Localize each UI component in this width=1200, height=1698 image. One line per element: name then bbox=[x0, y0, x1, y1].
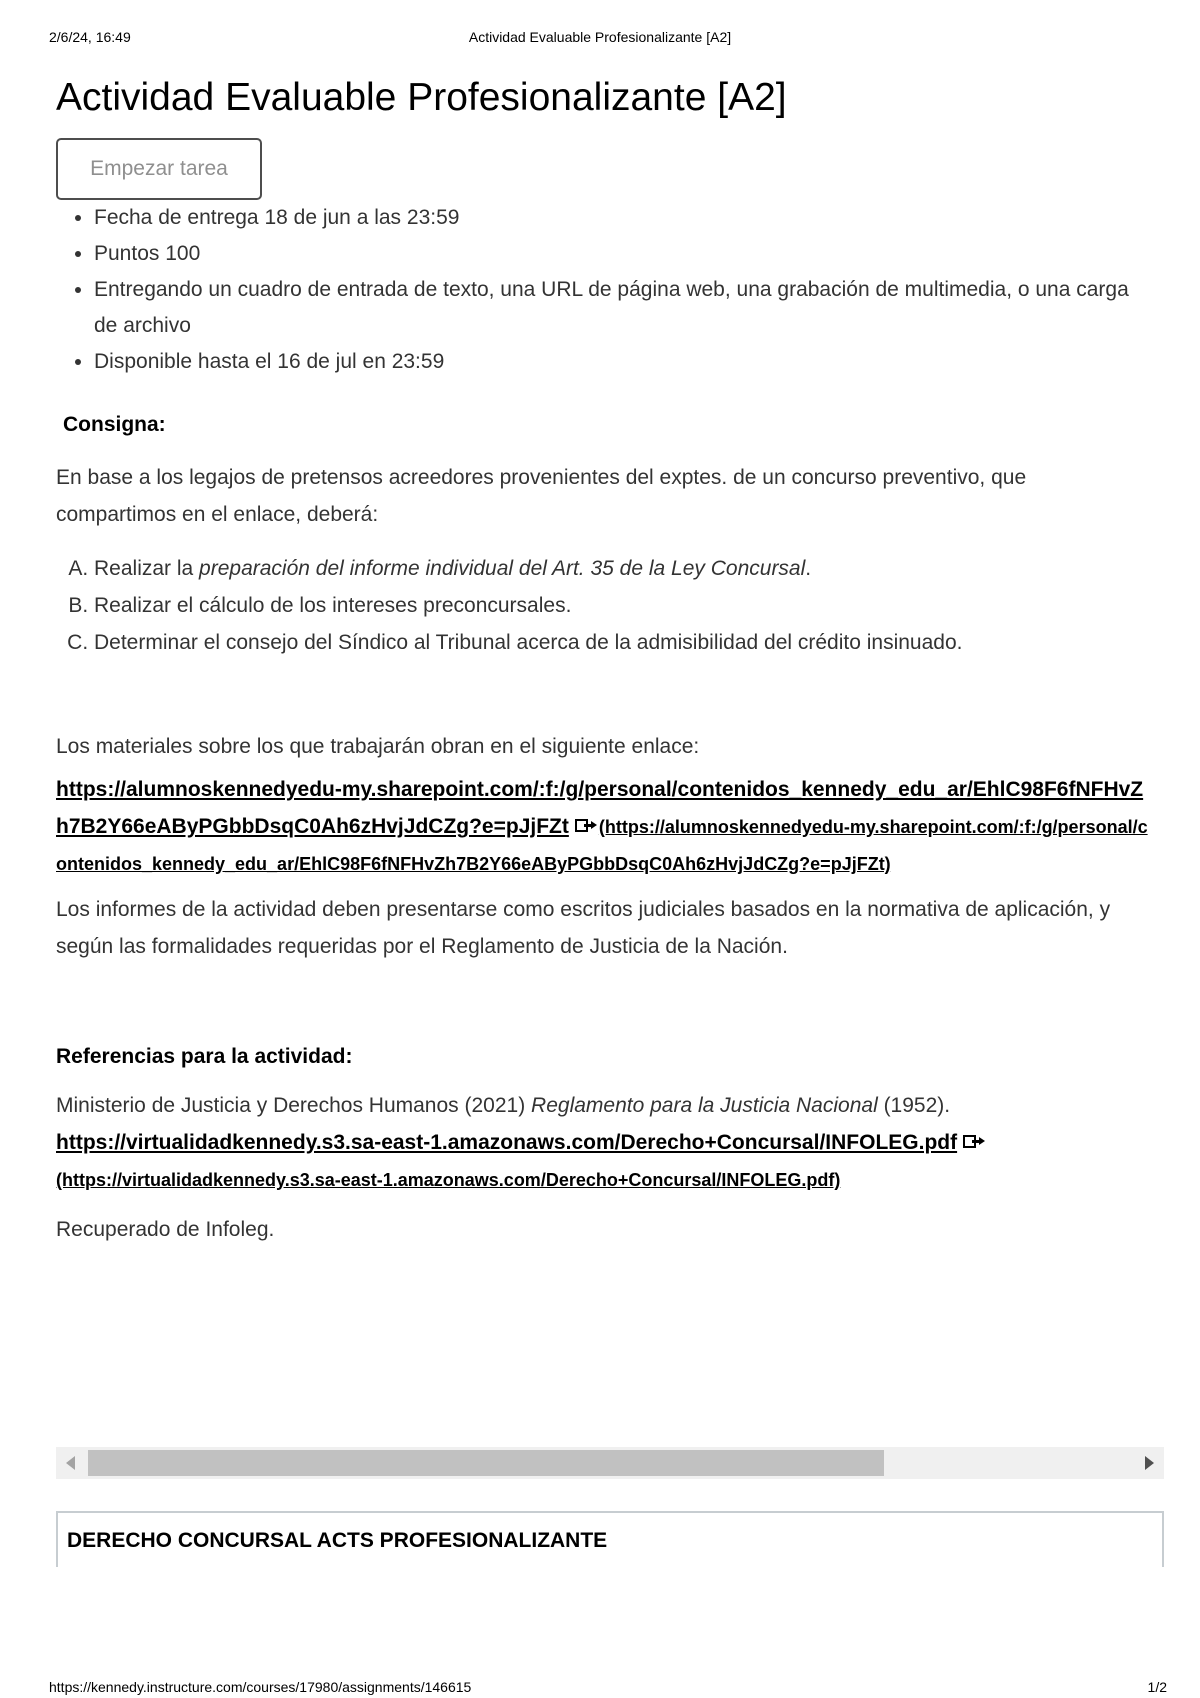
task-item-a: A. Realizar la preparación del informe individual del Art. 35 de la Ley Concursal. bbox=[94, 550, 1152, 587]
recuperado-paragraph: Recuperado de Infoleg. bbox=[56, 1218, 275, 1241]
materials-link[interactable]: https://alumnoskennedyedu-my.sharepoint.com/:f:/g/personal/contenidos_kennedy_edu_ar/EhlC98F6fNFHvZh7B2Y66eAByPGbbDsqC0Ah6zHvjJdCZg?e=pJjFZt bbox=[56, 778, 1144, 838]
assignment-details bbox=[56, 200, 1152, 380]
available-until-item: • Disponible hasta el 16 de jul en 23:59 bbox=[94, 344, 1152, 380]
reference-title: Reglamento para la Justicia Nacional bbox=[531, 1094, 878, 1117]
external-link-icon bbox=[575, 818, 597, 834]
rubric-title: DERECHO CONCURSAL ACTS PROFESIONALIZANTE bbox=[67, 1529, 608, 1552]
assignment-content bbox=[56, 74, 1152, 1248]
reference-paragraph: Ministerio de Justicia y Derechos Humanos (2021) Reglamento para la Justicia Nacional (1952). https://virtualidadkennedy.s3.sa-east-1.amazonaws.com/Derecho+Concursal/INFOLEG.pdf (https://virtualidadkennedy.s3.sa-east-1.amazonaws.com/Derecho+Concursal/INFOLEG.pdf) bbox=[56, 1087, 1152, 1199]
materials-link-external[interactable]: (https://alumnoskennedyedu-my.sharepoint.com/:f:/g/personal/contenidos_kennedy_edu_ar/EhlC98F6fNFHvZh7B2Y66eAByPGbbDsqC0Ah6zHvjJdCZg?e=pJjFZt) bbox=[56, 817, 1148, 874]
task-item-c: C. Determinar el consejo del Síndico al Tribunal acerca de la admisibilidad del crédito insinuado. bbox=[94, 624, 1152, 661]
consigna-heading: Consigna: bbox=[63, 413, 166, 436]
rubric-table bbox=[56, 1511, 1164, 1567]
start-assignment-button[interactable]: Empezar tarea bbox=[56, 138, 262, 200]
external-link-icon bbox=[963, 1134, 985, 1150]
print-header-title: Actividad Evaluable Profesionalizante [A2] bbox=[468, 29, 732, 45]
reference-link[interactable]: https://virtualidadkennedy.s3.sa-east-1.amazonaws.com/Derecho+Concursal/INFOLEG.pdf bbox=[56, 1131, 958, 1154]
print-footer-url: https://kennedy.instructure.com/courses/17980/assignments/146615 bbox=[49, 1679, 472, 1695]
print-datetime: 2/6/24, 16:49 bbox=[49, 29, 131, 45]
submission-types-item: • Entregando un cuadro de entrada de texto, una URL de página web, una grabación de multimedia, o una carga de archivo bbox=[94, 272, 1152, 344]
scroll-right-arrow-icon[interactable] bbox=[1145, 1456, 1154, 1470]
materials-link-block bbox=[56, 771, 1152, 883]
points-item: • Puntos 100 bbox=[94, 236, 1152, 272]
due-date-item: • Fecha de entrega 18 de jun a las 23:59 bbox=[94, 200, 1152, 236]
horizontal-scrollbar[interactable] bbox=[56, 1447, 1164, 1479]
page-number: 1/2 bbox=[1147, 1679, 1167, 1695]
scrollbar-thumb[interactable] bbox=[88, 1450, 884, 1476]
task-a-emphasis: preparación del informe individual del Art. 35 de la Ley Concursal bbox=[199, 557, 806, 580]
task-item-b: B. Realizar el cálculo de los intereses preconcursales. bbox=[94, 587, 1152, 624]
task-list bbox=[56, 550, 1152, 661]
references-heading: Referencias para la actividad: bbox=[56, 1045, 353, 1068]
scroll-left-arrow-icon[interactable] bbox=[66, 1456, 75, 1470]
intro-paragraph: En base a los legajos de pretensos acreedores provenientes del exptes. de un concurso preventivo, que compartimos en el enlace, deberá: bbox=[56, 466, 1027, 526]
reference-link-external[interactable]: (https://virtualidadkennedy.s3.sa-east-1.amazonaws.com/Derecho+Concursal/INFOLEG.pdf) bbox=[56, 1170, 841, 1190]
page-title: Actividad Evaluable Profesionalizante [A2] bbox=[56, 76, 787, 119]
informes-paragraph: Los informes de la actividad deben presentarse como escritos judiciales basados en la normativa de aplicación, y según las formalidades requeridas por el Reglamento de Justicia de la Nación. bbox=[56, 898, 1111, 958]
materials-paragraph: Los materiales sobre los que trabajarán obran en el siguiente enlace: bbox=[56, 735, 700, 758]
